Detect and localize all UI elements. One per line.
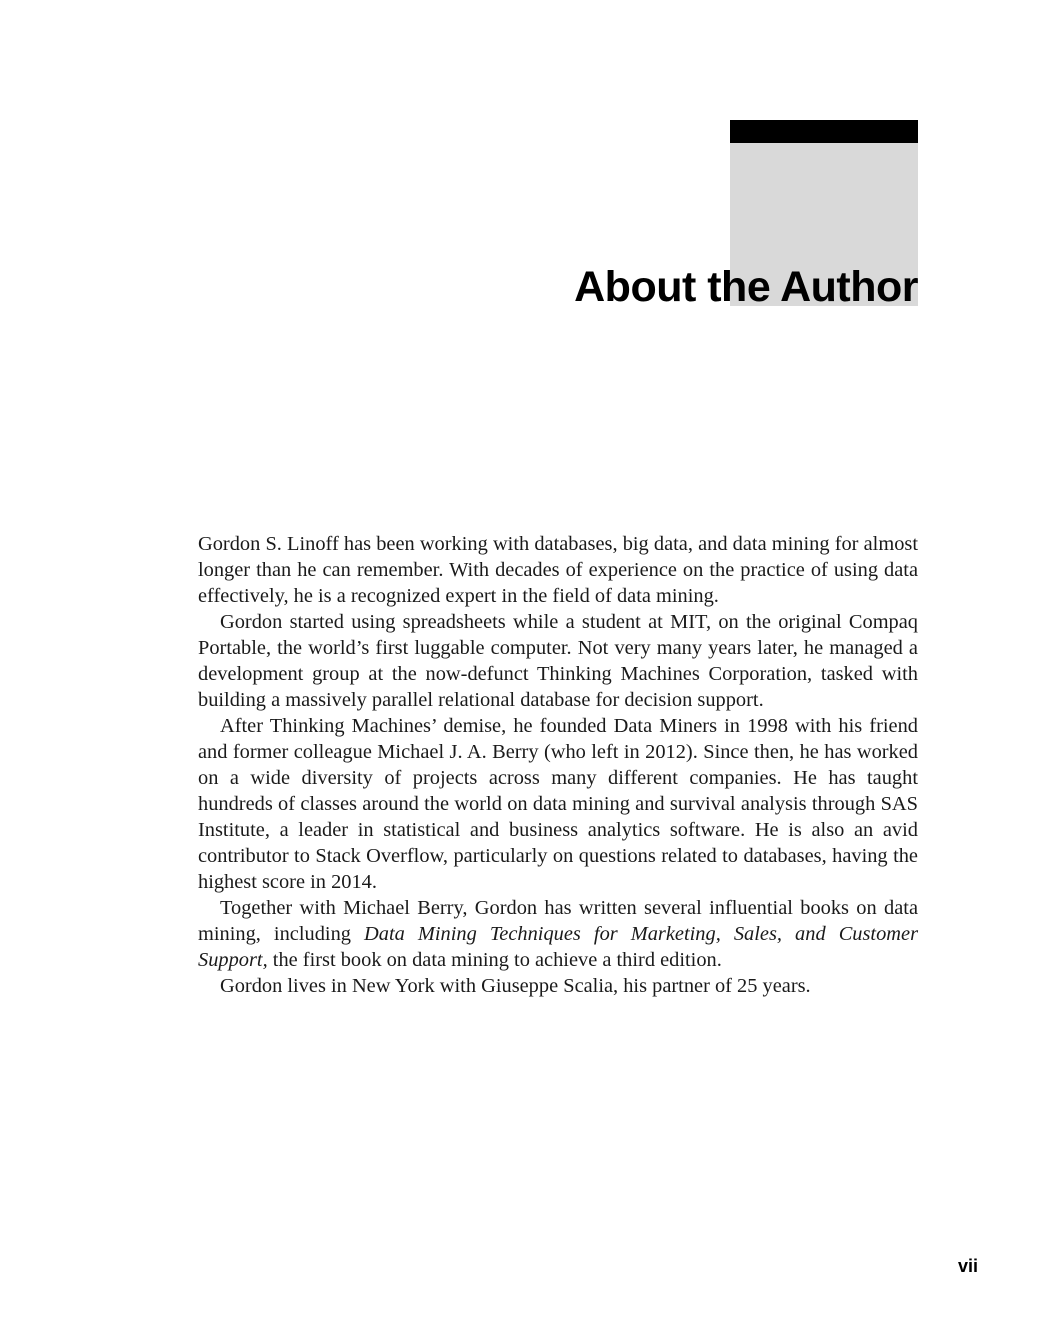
page-number: vii [957, 1256, 978, 1276]
bio-paragraph-4-outro: the first book on data mining to achieve a third edition. [267, 949, 722, 971]
chapter-header-bar [730, 120, 918, 143]
book-title: Data Mining Techniques for Marketing, Sales, and Customer Support, [198, 923, 919, 971]
chapter-title: About the Author [574, 263, 918, 311]
bio-paragraph-1: Gordon S. Linoff has been working with databases, big data, and data mining for almost longer than he can remember. With decades of experience on the practice of using data effectively, he is a recognized expert in the field of data mining. [198, 533, 918, 607]
bio-paragraph-4-intro: Together with Michael Berry, Gordon has written several influential books on data mining, including [198, 897, 918, 945]
bio-paragraph-4 [198, 895, 918, 973]
bio-paragraph-5: Gordon lives in New York with Giuseppe Scalia, his partner of 25 years. [220, 975, 811, 997]
bio-paragraph-3: After Thinking Machines’ demise, he founded Data Miners in 1998 with his friend and former colleague Michael J. A. Berry (who left in 2012). Since then, he has worked on a wide diversity of projects across many different companies. He has taught hundreds of classes around the world on data mining and survival analysis through SAS Institute, a leader in statistical and business analytics software. He is also an avid contributor to Stack Overflow, particularly on questions related to databases, having the highest score in 2014. [198, 715, 918, 893]
author-bio [198, 531, 918, 999]
bio-paragraph-2: Gordon started using spreadsheets while a student at MIT, on the original Compaq Portable, the world’s first luggable computer. Not very many years later, he managed a development group at the now-defunct Thinking Machines Corporation, tasked with building a massively parallel relational database for decision support. [198, 611, 918, 711]
